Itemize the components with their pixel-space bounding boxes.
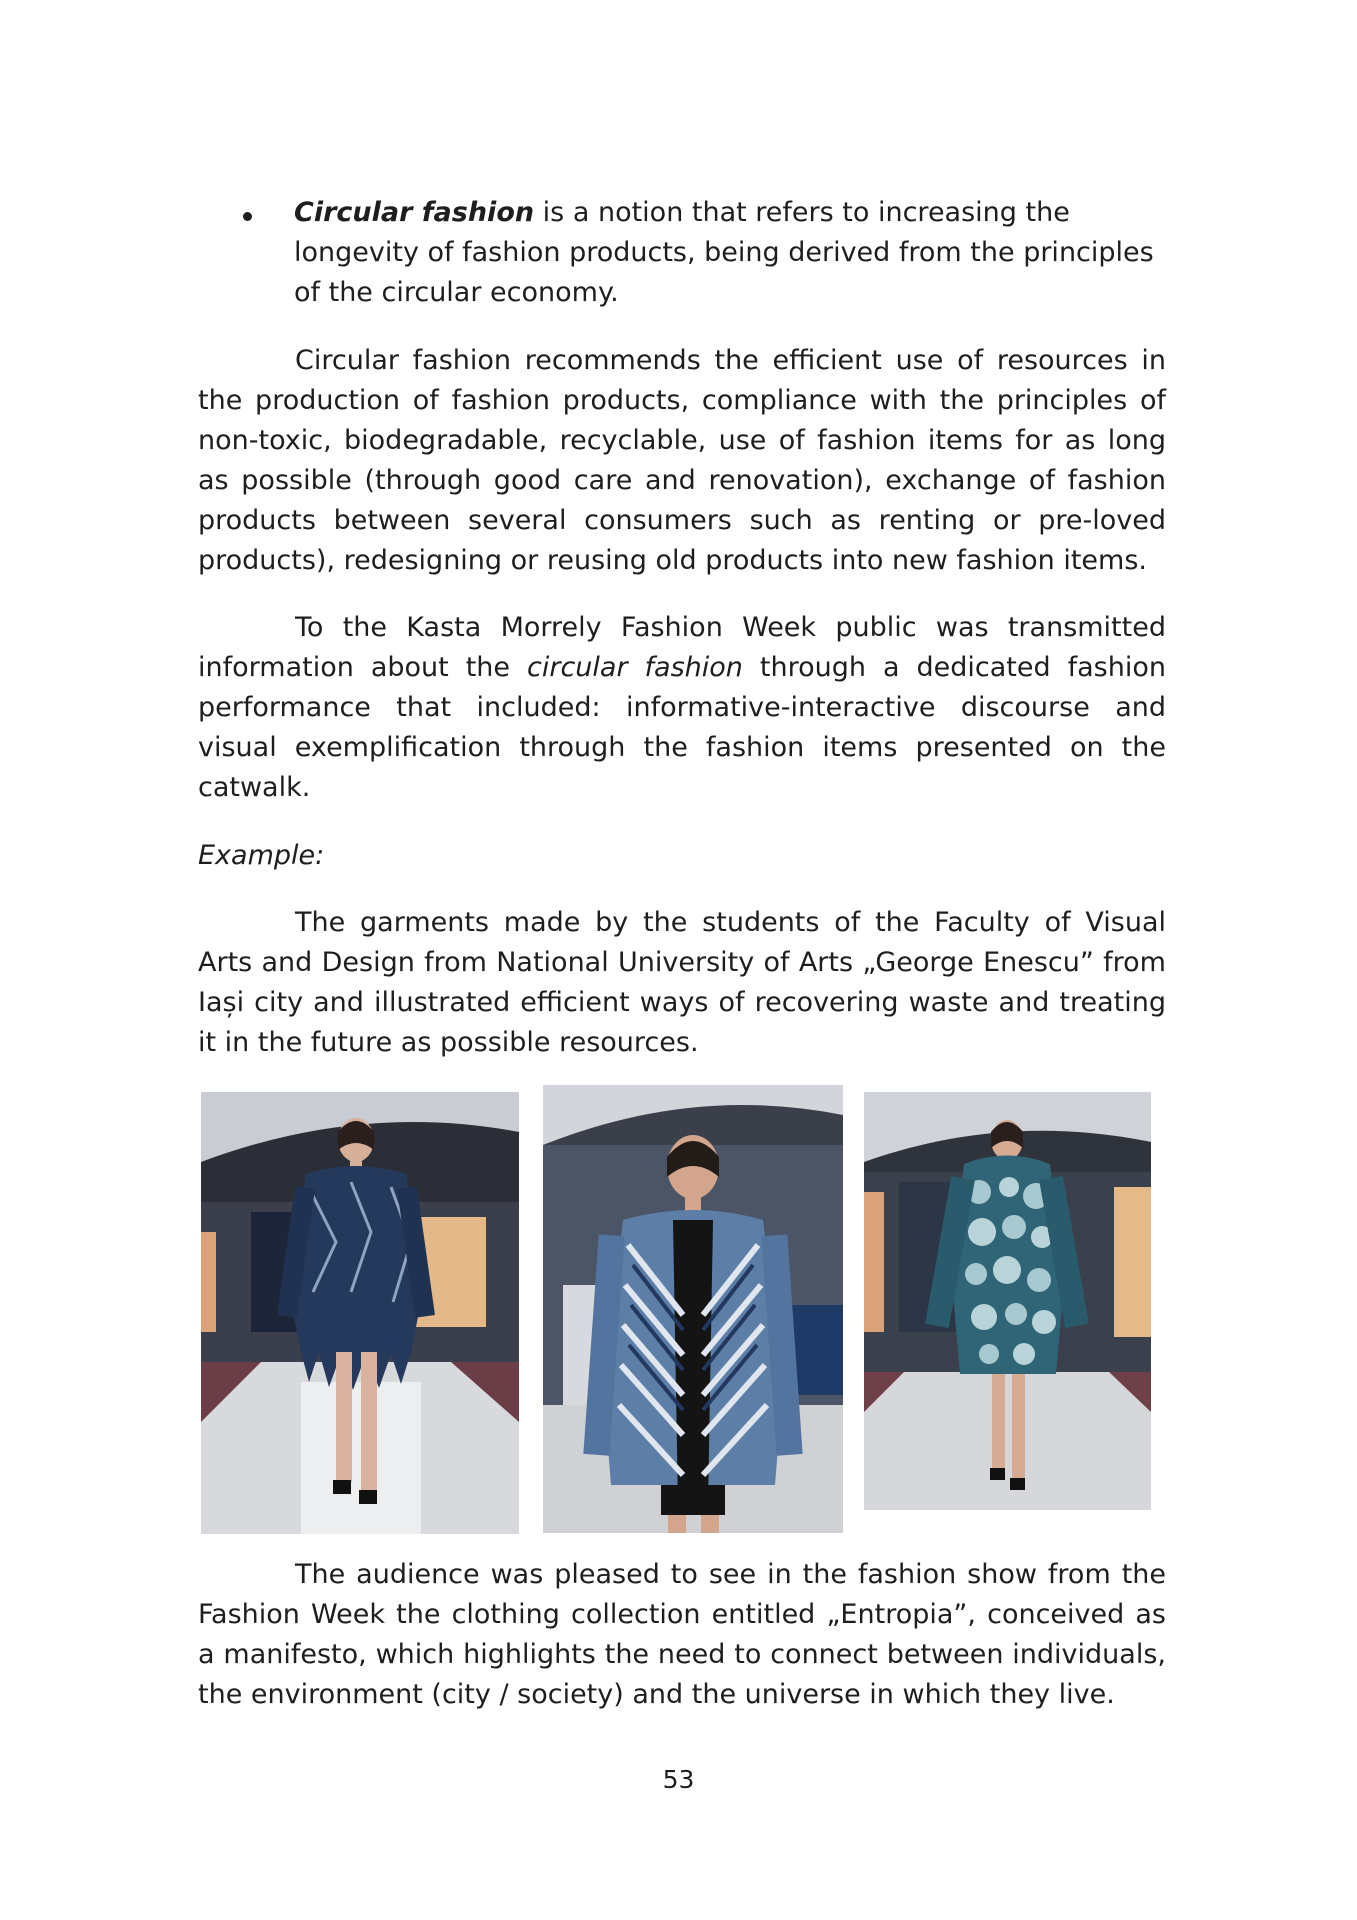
runway-photo-2 [543,1085,843,1533]
paragraph-entropia: The audience was pleased to see in the fashion show from the Fashion Week the clothing collection entitled „Entropia”, conceived as a manifesto, which highlights the need to connect between individuals, the environment (city / society) and the universe in which they live. [198,1559,1166,1710]
paragraph-fashion-week-start: To the Kasta Morrely Fashion Week public was transmitted information about the [198,612,1166,683]
runway-photo-2-image [543,1085,843,1533]
runway-photo-3-image [864,1092,1151,1510]
paragraph-fashion-week [198,608,1166,808]
page-number: 53 [662,1765,695,1794]
paragraph-circular-fashion: Circular fashion recommends the efficient use of resources in the production of fashion products, compliance with the principles of non-toxic, biodegradable, recyclable, use of fashion items for as long as possible (through good care and renovation), exchange of fashion products between several consumers such as renting or pre-loved products), redesigning or reusing old products into new fashion items. [198,345,1166,576]
paragraph-fashion-week-end: through a dedicated fashion performance that included: informative-interactive discourse and visual exemplification through the fashion items presented on the catwalk. [198,652,1166,803]
bullet-definition: is a notion that refers to increasing the longevity of fashion products, being derived from the principles of the circular economy. [294,197,1154,308]
runway-photo-3 [864,1092,1151,1510]
bullet-dot [243,212,252,221]
paragraph-garments: The garments made by the students of the Faculty of Visual Arts and Design from National University of Arts „George Enescu” from Iași city and illustrated efficient ways of recovering waste and treating it in the future as possible resources. [198,907,1166,1058]
runway-photo-1-image [201,1092,519,1534]
runway-photo-1 [201,1092,519,1534]
bullet-term: Circular fashion [294,197,535,228]
paragraph-fashion-week-italic: circular fashion [527,652,743,683]
bullet-text [294,193,1166,313]
example-label: Example: [198,840,325,871]
